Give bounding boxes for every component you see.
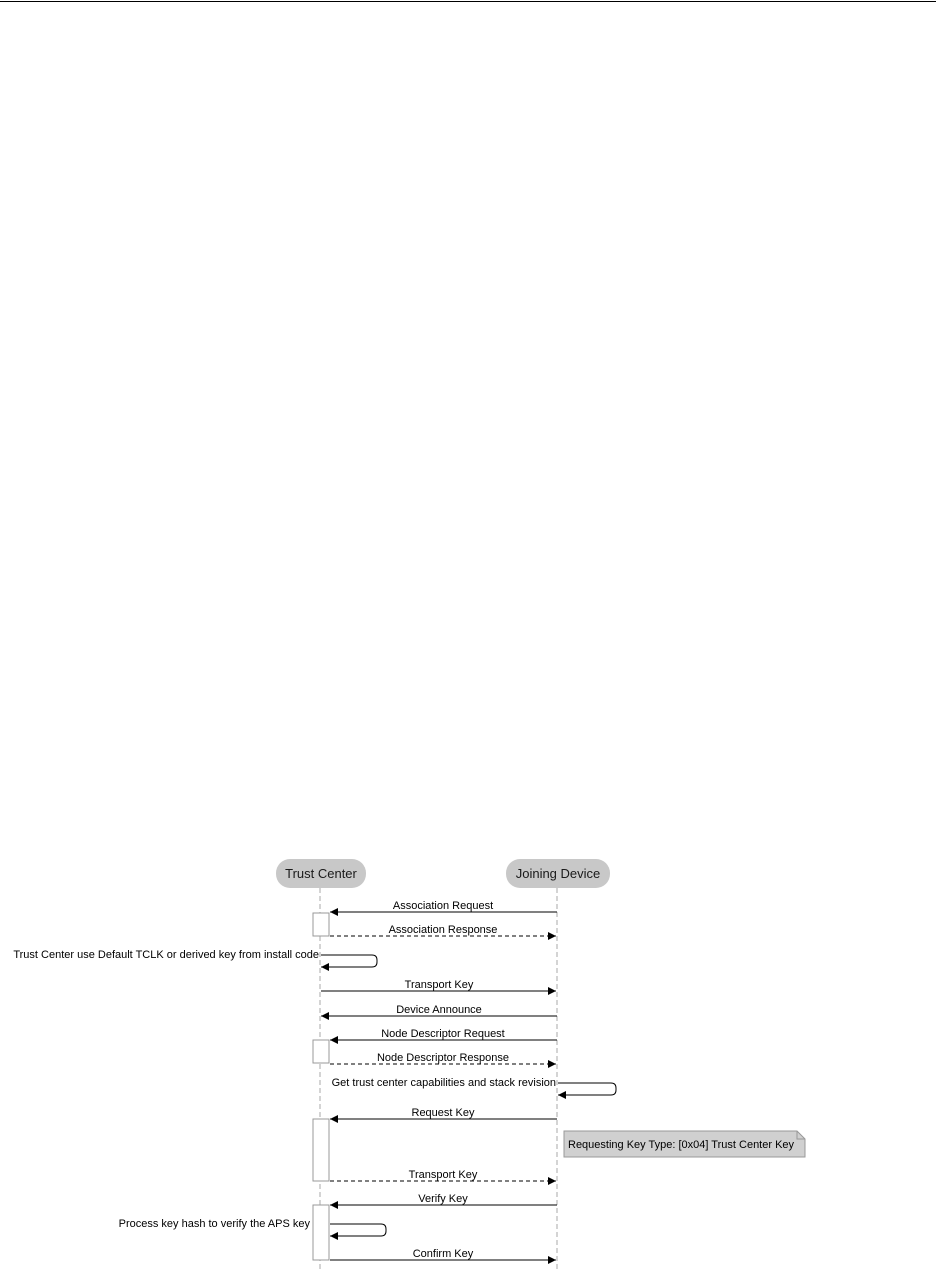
message-label: Confirm Key: [412, 1248, 474, 1260]
message-association-request: [330, 900, 557, 912]
note-text: Requesting Key Type: [0x04] Trust Center Key: [568, 1139, 795, 1151]
message-confirm-key: [330, 1248, 556, 1260]
message-device-announce: [321, 1004, 557, 1016]
message-self-process-key-hash: [119, 1218, 386, 1236]
message-label: Request Key: [411, 1107, 475, 1119]
message-label: Transport Key: [408, 1169, 478, 1181]
message-label: Node Descriptor Request: [381, 1028, 505, 1040]
message-label: Association Response: [388, 924, 498, 936]
message-transport-key-response: [330, 1169, 556, 1181]
message-label: Device Announce: [396, 1004, 482, 1016]
message-self-capabilities: [332, 1077, 616, 1095]
message-node-descriptor-response: [330, 1052, 556, 1064]
activation-box: [313, 1119, 329, 1181]
message-label: Get trust center capabilities and stack revision: [331, 1077, 556, 1089]
message-transport-key: [321, 979, 556, 991]
activation-box: [313, 1205, 329, 1260]
message-label: Verify Key: [418, 1193, 468, 1205]
activation-box: [313, 913, 329, 936]
message-label: Process key hash to verify the APS key: [118, 1218, 310, 1230]
participant-label: Trust Center: [285, 866, 357, 881]
note-requesting-key-type: [564, 1131, 805, 1157]
message-request-key: [330, 1107, 557, 1119]
activation-box: [313, 1040, 329, 1063]
message-label: Association Request: [392, 900, 494, 912]
message-label: Node Descriptor Response: [376, 1052, 510, 1064]
participant-joining-device: [506, 859, 610, 888]
message-association-response: [330, 924, 556, 936]
message-label: Transport Key: [404, 979, 474, 991]
message-self-tclk: [13, 949, 377, 967]
message-verify-key: [330, 1193, 557, 1205]
message-label: Trust Center use Default TCLK or derived key from install code: [13, 949, 319, 961]
participant-label: Joining Device: [515, 866, 601, 881]
participant-trust-center: [276, 859, 366, 888]
message-node-descriptor-request: [330, 1028, 557, 1040]
